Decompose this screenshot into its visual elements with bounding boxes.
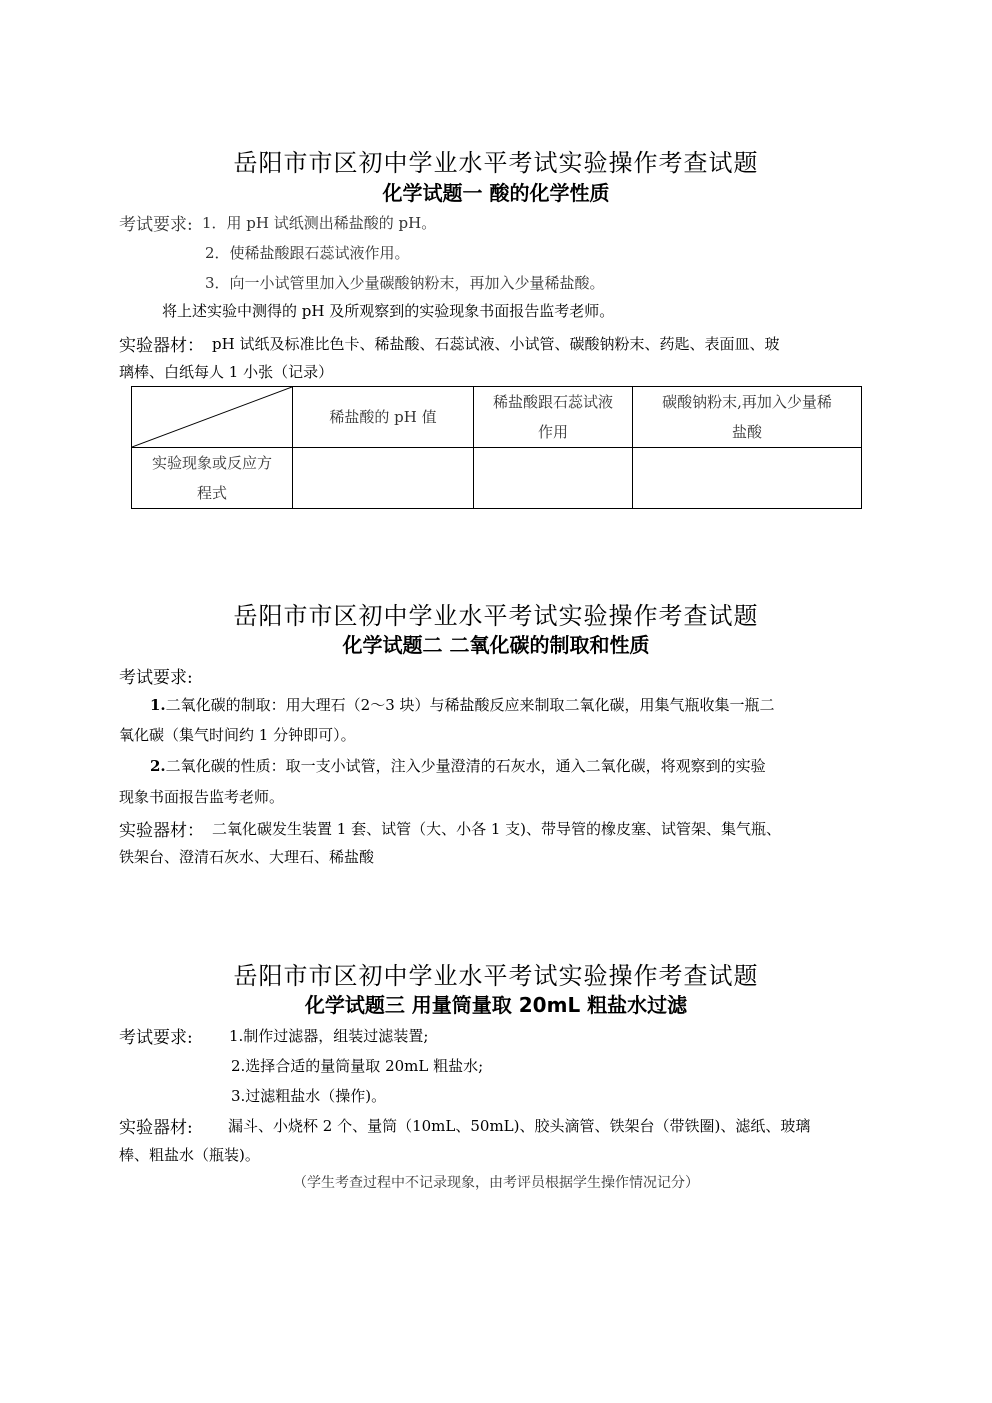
table-header-litmus <box>474 387 633 448</box>
section3-req-label: 考试要求: <box>119 1028 193 1048</box>
table-header-carbonate <box>633 387 862 448</box>
section3-req-item-1: 1.制作过滤器，组装过滤装置; <box>229 1027 429 1045</box>
section2-req-label: 考试要求: <box>119 668 193 688</box>
section2-equip-line2: 铁架台、澄清石灰水、大理石、稀盐酸 <box>119 848 375 866</box>
section2-item2-text: 二氧化碳的性质：取一支小试管，注入少量澄清的石灰水，通入二氧化碳，将观察到的实验 <box>165 757 766 775</box>
table-row-label-line1: 实验现象或反应方 <box>151 454 272 472</box>
table-diagonal-header <box>132 387 293 448</box>
section1-title: 岳阳市市区初中学业水平考试实验操作考查试题 <box>233 149 759 177</box>
section2-equip-line1: 二氧化碳发生装置 1 套、试管（大、小各 1 支)、带导管的橡皮塞、试管架、集气瓶、 <box>212 820 782 838</box>
table-header-carbonate-line2: 盐酸 <box>731 423 762 441</box>
section3-note: （学生考查过程中不记录现象，由考评员根据学生操作情况记分） <box>293 1175 699 1191</box>
section2-item1-line1 <box>150 694 775 715</box>
table-header-litmus-line1: 稀盐酸跟石蕊试液 <box>492 393 613 411</box>
section2-item1-text: 二氧化碳的制取：用大理石（2～3 块）与稀盐酸反应来制取二氧化碳，用集气瓶收集一瓶二 <box>165 696 775 714</box>
section3-equip-label: 实验器材: <box>119 1118 193 1138</box>
table-header-ph: 稀盐酸的 pH 值 <box>293 387 474 448</box>
table-row-label-line2: 程式 <box>196 484 227 502</box>
diagonal-line <box>132 387 292 447</box>
section2-equip-label: 实验器材： <box>119 821 204 841</box>
table-cell-carbonate[interactable] <box>633 448 862 509</box>
section3-req-item-3: 3.过滤粗盐水（操作)。 <box>231 1087 387 1105</box>
section1-req-item-2: 2．使稀盐酸跟石蕊试液作用。 <box>205 244 410 262</box>
section3-equip-line2: 棒、粗盐水（瓶装)。 <box>119 1146 260 1164</box>
section2-title: 岳阳市市区初中学业水平考试实验操作考查试题 <box>233 602 759 630</box>
section3-subtitle: 化学试题三 用量筒量取 20mL 粗盐水过滤 <box>304 993 688 1017</box>
section1-subtitle: 化学试题一 酸的化学性质 <box>382 181 610 205</box>
section1-report: 将上述实验中测得的 pH 及所观察到的实验现象书面报告监考老师。 <box>162 302 615 320</box>
section1-req-item-1: 1．用 pH 试纸测出稀盐酸的 pH。 <box>202 214 437 232</box>
section2-item1-num: 1. <box>150 696 166 714</box>
section1-equip-label: 实验器材： <box>119 336 204 356</box>
section2-item1-line2: 氧化碳（集气时间约 1 分钟即可）。 <box>119 726 356 744</box>
section1-equip-line1: pH 试纸及标准比色卡、稀盐酸、石蕊试液、小试管、碳酸钠粉末、药匙、表面皿、玻 <box>212 335 780 353</box>
section2-item2-line2: 现象书面报告监考老师。 <box>119 788 285 806</box>
section2-subtitle: 化学试题二 二氧化碳的制取和性质 <box>342 633 650 657</box>
section3-req-item-2: 2.选择合适的量筒量取 20mL 粗盐水; <box>231 1057 484 1075</box>
section1-req-label: 考试要求: <box>119 215 193 235</box>
section2-item2-num: 2. <box>150 757 166 775</box>
table-header-carbonate-line1: 碳酸钠粉末,再加入少量稀 <box>662 393 832 411</box>
section1-req-item-3: 3．向一小试管里加入少量碳酸钠粉末，再加入少量稀盐酸。 <box>205 274 605 292</box>
section2-item2-line1 <box>150 755 766 776</box>
table-row-label <box>132 448 293 509</box>
section3-equip-line1: 漏斗、小烧杯 2 个、量筒（10mL、50mL)、胶头滴管、铁架台（带铁圈)、滤纸、玻璃 <box>228 1117 811 1135</box>
section3-title: 岳阳市市区初中学业水平考试实验操作考查试题 <box>233 962 759 990</box>
table-cell-litmus[interactable] <box>474 448 633 509</box>
section1-equip-line2: 璃棒、白纸每人 1 小张（记录） <box>119 363 334 381</box>
table-cell-ph[interactable] <box>293 448 474 509</box>
section1-record-table <box>131 386 862 509</box>
table-header-litmus-line2: 作用 <box>537 423 568 441</box>
